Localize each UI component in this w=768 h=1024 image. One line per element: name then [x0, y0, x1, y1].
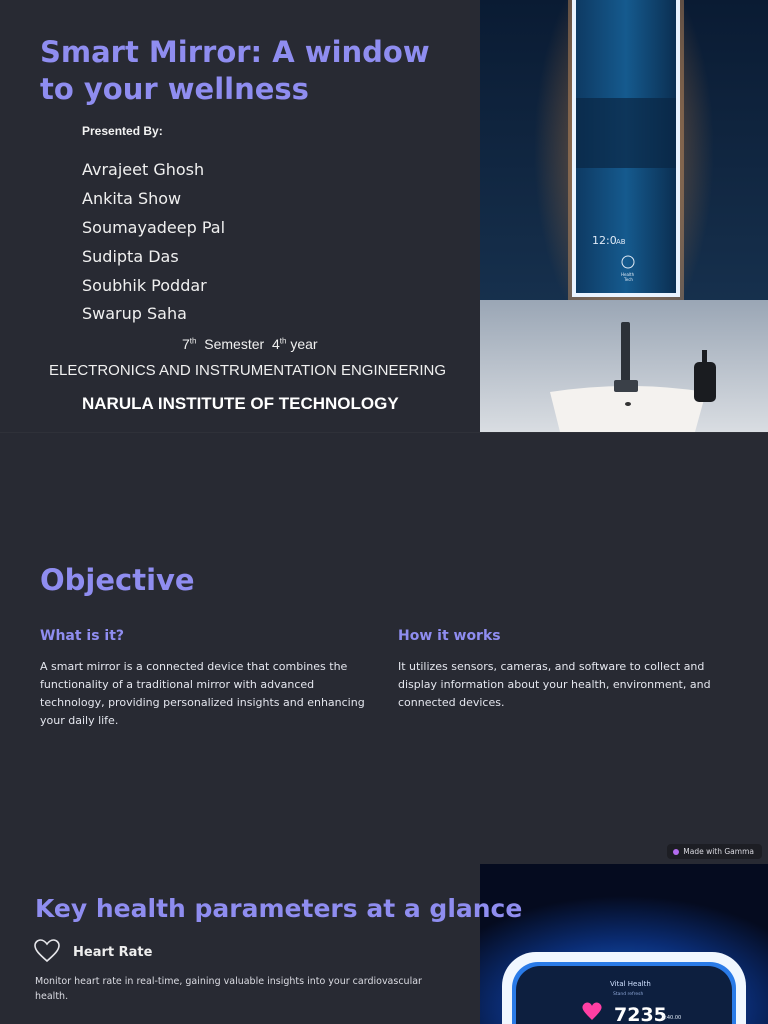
- svg-text:Tech: Tech: [624, 277, 633, 282]
- what-is-it-heading: What is it?: [40, 628, 125, 644]
- member-name: Soumayadeep Pal: [82, 218, 226, 237]
- health-parameters-slide: [0, 864, 768, 1024]
- heart-rate-title: Heart Rate: [73, 945, 153, 960]
- heart-rate-description: Monitor heart rate in real-time, gaining valuable insights into your cardiovascular health.: [35, 976, 422, 1002]
- member-name: Swarup Saha: [82, 304, 187, 323]
- member-name: Soubhik Poddar: [82, 276, 207, 295]
- mirror-time: 12:0: [592, 234, 617, 247]
- title-slide: [0, 0, 768, 432]
- objective-slide: [0, 432, 768, 865]
- slide-title: Smart Mirror: A window to your wellness: [40, 35, 430, 106]
- vital-health-device-photo: [480, 864, 768, 1024]
- slide-title: Key health parameters at a glance: [35, 894, 523, 923]
- smart-mirror-photo: [480, 0, 768, 432]
- svg-text:AB: AB: [616, 238, 626, 246]
- how-it-works-heading: How it works: [398, 628, 501, 644]
- how-it-works-text: It utilizes sensors, cameras, and software to collect and display information about your health, environment, and connected devices.: [398, 660, 711, 709]
- member-name: Ankita Show: [82, 189, 182, 208]
- svg-text:Health: Health: [621, 272, 635, 277]
- svg-text:Stand refresh: Stand refresh: [613, 992, 644, 997]
- institute-name: NARULA INSTITUTE OF TECHNOLOGY: [82, 394, 399, 413]
- gamma-logo-icon: [673, 849, 679, 855]
- presented-by-label: Presented By:: [82, 124, 163, 138]
- semester-year: 7th Semester 4th year: [182, 336, 318, 352]
- svg-text:2:40.00: 2:40.00: [662, 1015, 682, 1021]
- step-count: 7235: [614, 1004, 667, 1024]
- what-is-it-text: A smart mirror is a connected device that combines the functionality of a traditional mirror with advanced technology, providing personalized insights and enhancing your daily life.: [40, 660, 365, 727]
- member-name: Avrajeet Ghosh: [82, 160, 205, 179]
- slide-title: Objective: [40, 563, 195, 597]
- department: ELECTRONICS AND INSTRUMENTATION ENGINEERING: [49, 362, 446, 379]
- heart-outline-icon: [33, 938, 61, 964]
- made-with-gamma-badge[interactable]: Made with Gamma: [667, 844, 762, 859]
- svg-text:Vital Health: Vital Health: [610, 980, 651, 988]
- member-name: Sudipta Das: [82, 247, 179, 266]
